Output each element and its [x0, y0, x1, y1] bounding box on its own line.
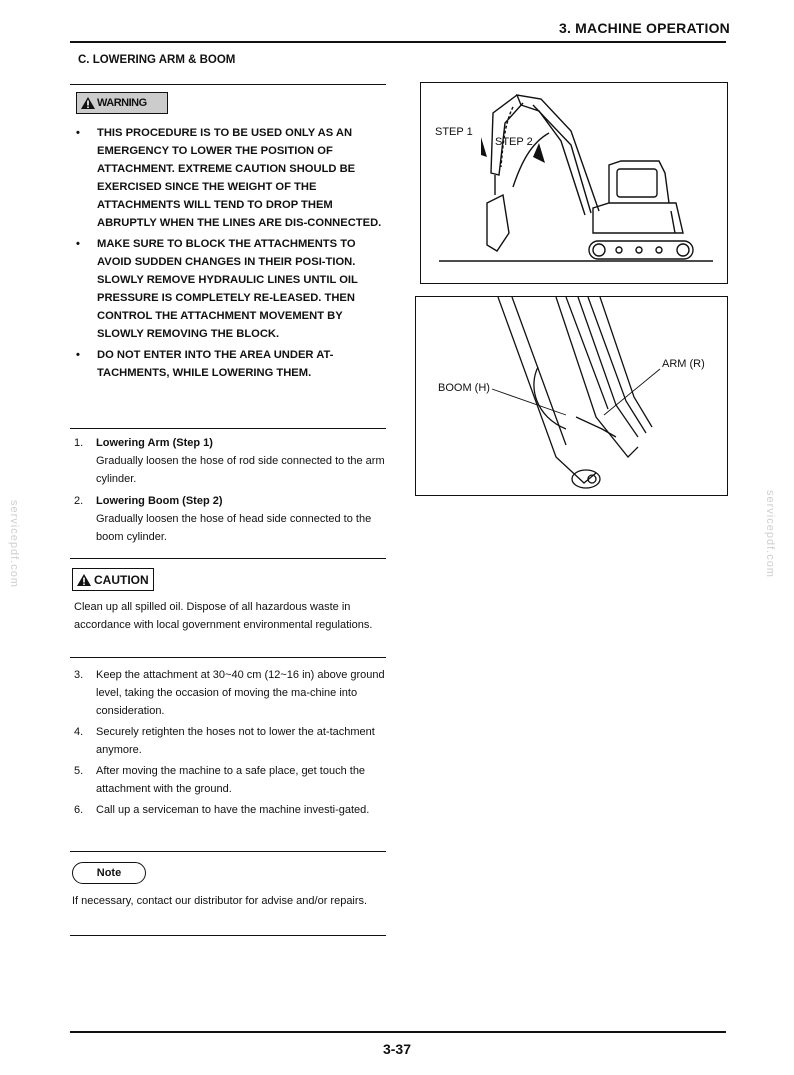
step-title: Lowering Boom (Step 2) [96, 495, 223, 507]
caution-label: CAUTION [94, 572, 149, 587]
hose-closeup-illustration [416, 297, 727, 495]
step-text: Gradually loosen the hose of head side connected to the boom cylinder. [96, 513, 372, 543]
arm-leader-line [604, 369, 660, 415]
step-title: Lowering Arm (Step 1) [96, 437, 213, 449]
steps-after-lowering [74, 666, 386, 822]
note-text: If necessary, contact our distributor for advise and/or repairs. [72, 895, 368, 907]
side-watermark-right: servicepdf.com [764, 490, 776, 578]
step-item: 3. Keep the attachment at 30~40 cm (12~16 in) above ground level, taking the occasion of moving the ma-chine into consideration. [74, 669, 385, 717]
step-item: 5. After moving the machine to a safe place, get touch the attachment with the ground. [74, 765, 366, 795]
caution-text: Clean up all spilled oil. Dispose of all hazardous waste in accordance with local government environmental regulations. [74, 601, 373, 631]
caution-badge [72, 568, 154, 591]
page-header-section: 3. MACHINE OPERATION [559, 20, 730, 36]
step-item: 4. Securely retighten the hoses not to lower the at-tachment anymore. [74, 726, 375, 756]
figure-excavator [420, 82, 728, 284]
warning-badge [76, 92, 168, 114]
step2-arrow-icon [533, 143, 545, 163]
step-item: 1. Lowering Arm (Step 1) Gradually loosen the hose of rod side connected to the arm cylinder. [74, 434, 386, 488]
divider [70, 935, 386, 936]
warning-bullets [74, 124, 384, 385]
step-item: 2. Lowering Boom (Step 2) Gradually loosen the hose of head side connected to the boom cylinder. [74, 492, 386, 546]
section-title: C. LOWERING ARM & BOOM [78, 54, 236, 66]
divider [70, 657, 386, 658]
footer-rule [70, 1031, 726, 1033]
warning-label: WARNING [97, 97, 147, 109]
divider [70, 851, 386, 852]
step-item: 6. Call up a serviceman to have the machine investi-gated. [74, 804, 370, 816]
warning-triangle-icon [80, 96, 96, 110]
divider [70, 84, 386, 85]
boom-label: BOOM (H) [438, 382, 490, 394]
divider [70, 558, 386, 559]
side-watermark-left: servicepdf.com [8, 500, 20, 588]
step-text: Gradually loosen the hose of rod side connected to the arm cylinder. [96, 455, 385, 485]
warning-bullet: • THIS PROCEDURE IS TO BE USED ONLY AS AN EMERGENCY TO LOWER THE POSITION OF ATTACHMENT. EXTREME CAUTION SHOULD BE EXERCISED SINCE THE WEIGHT OF THE ATTACHMENTS WILL TEND TO DROP THEM ABRUPTLY WHEN THE LINES ARE DIS-CONNECTED. [76, 127, 382, 229]
boom-leader-line [492, 389, 566, 415]
page-number: 3-37 [382, 1041, 412, 1057]
header-rule [70, 41, 726, 43]
step2-label: STEP 2 [495, 136, 533, 148]
divider [70, 428, 386, 429]
excavator-illustration [421, 83, 727, 283]
note-badge: Note [72, 862, 146, 884]
arm-label: ARM (R) [662, 358, 705, 370]
warning-bullet: • MAKE SURE TO BLOCK THE ATTACHMENTS TO AVOID SUDDEN CHANGES IN THEIR POSI-TION. SLOWLY REMOVE HYDRAULIC LINES UNTIL OIL PRESSURE IS COMPLETELY RE-LEASED. THEN CONTROL THE ATTACHMENT MOVEMENT BY SLOWLY REMOVING THE BLOCK. [76, 238, 358, 340]
steps-lowering [74, 434, 386, 550]
warning-bullet: • DO NOT ENTER INTO THE AREA UNDER AT-TACHMENTS, WHILE LOWERING THEM. [76, 349, 334, 379]
step1-arrow-icon [481, 137, 487, 157]
caution-triangle-icon [76, 573, 92, 587]
figure-hoses-closeup [415, 296, 728, 496]
step1-label: STEP 1 [435, 126, 473, 138]
